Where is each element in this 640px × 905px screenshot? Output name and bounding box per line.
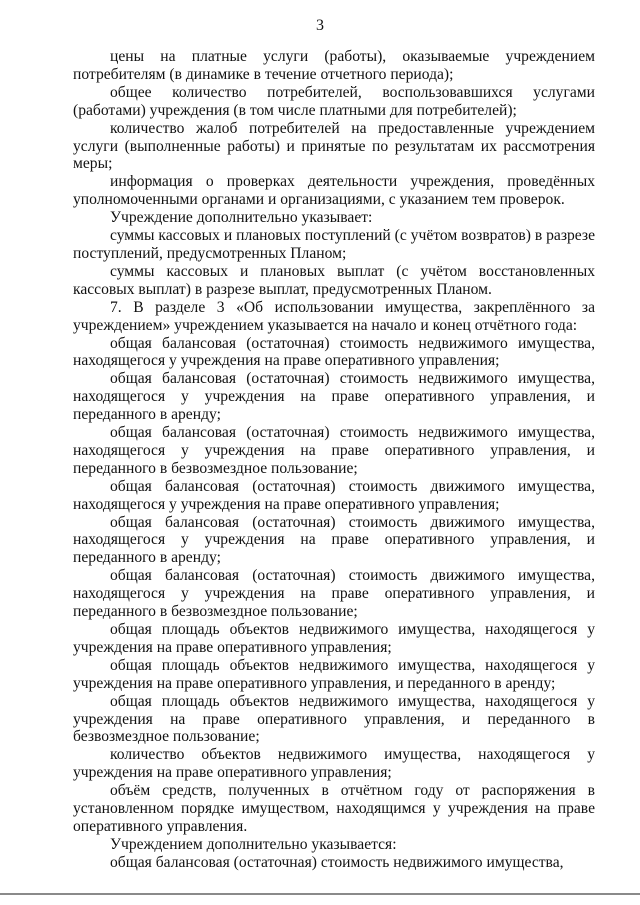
- paragraph: цены на платные услуги (работы), оказываемые учреждением потребителям (в динамике в течение отчетного периода);: [73, 48, 595, 83]
- paragraph: общая балансовая (остаточная) стоимость недвижимого имущества, находящегося у учреждения на праве оперативного управления, и переданного в безвозмездное пользование;: [73, 424, 595, 477]
- paragraph: общая площадь объектов недвижимого имущества, находящегося у учреждения на праве оперативного управления;: [73, 621, 595, 656]
- paragraph: общая балансовая (остаточная) стоимость недвижимого имущества, находящегося у учреждения на праве оперативного управления;: [73, 334, 595, 370]
- paragraph: информация о проверках деятельности учреждения, проведённых уполномоченными органами и организациями, с указанием тем проверок.: [73, 173, 595, 209]
- paragraph: 7. В разделе 3 «Об использовании имущества, закреплённого за учреждением» учреждением указывается на начало и конец отчётного года:: [73, 298, 595, 334]
- paragraph: Учреждение дополнительно указывает:: [110, 209, 373, 227]
- paragraph: суммы кассовых и плановых поступлений (с учётом возвратов) в разрезе поступлений, предусмотренных Планом;: [73, 227, 595, 262]
- paragraph: объём средств, полученных в отчётном году от распоряжения в установленном порядке имуществом, находящимся у учреждения на праве оперативного управления.: [73, 782, 595, 835]
- document-body: [73, 48, 595, 872]
- paragraph: общая балансовая (остаточная) стоимость движимого имущества, находящегося у учреждения на праве оперативного управления;: [73, 477, 595, 513]
- paragraph: суммы кассовых и плановых выплат (с учётом восстановленных кассовых выплат) в разрезе выплат, предусмотренных Планом.: [73, 262, 595, 298]
- paragraph: общая балансовая (остаточная) стоимость недвижимого имущества,: [110, 853, 564, 871]
- paragraph: количество жалоб потребителей на предоставленные учреждением услуги (выполненные работы) и принятые по результатам их рассмотрения меры;: [73, 119, 595, 173]
- paragraph: общее количество потребителей, воспользовавшихся услугами (работами) учреждения (в том числе платными для потребителей);: [73, 83, 595, 119]
- paragraph: общая балансовая (остаточная) стоимость недвижимого имущества, находящегося у учреждения на праве оперативного управления, и переданного в аренду;: [73, 370, 595, 424]
- page-number: 3: [316, 17, 324, 34]
- paragraph: Учреждением дополнительно указывается:: [110, 835, 397, 853]
- paragraph: общая площадь объектов недвижимого имущества, находящегося у учреждения на праве оперативного управления, и переданного в безвозмездное пользование;: [73, 692, 595, 746]
- paragraph: общая площадь объектов недвижимого имущества, находящегося у учреждения на праве оперативного управления, и переданного в аренду;: [73, 656, 595, 692]
- paragraph: общая балансовая (остаточная) стоимость движимого имущества, находящегося у учреждения на праве оперативного управления, и переданного в безвозмездное пользование;: [73, 567, 595, 621]
- paragraph: количество объектов недвижимого имущества, находящегося у учреждения на праве оперативного управления;: [73, 746, 595, 782]
- scan-edge-line: [0, 893, 640, 895]
- paragraph: общая балансовая (остаточная) стоимость движимого имущества, находящегося у учреждения на праве оперативного управления, и переданного в аренду;: [73, 513, 595, 567]
